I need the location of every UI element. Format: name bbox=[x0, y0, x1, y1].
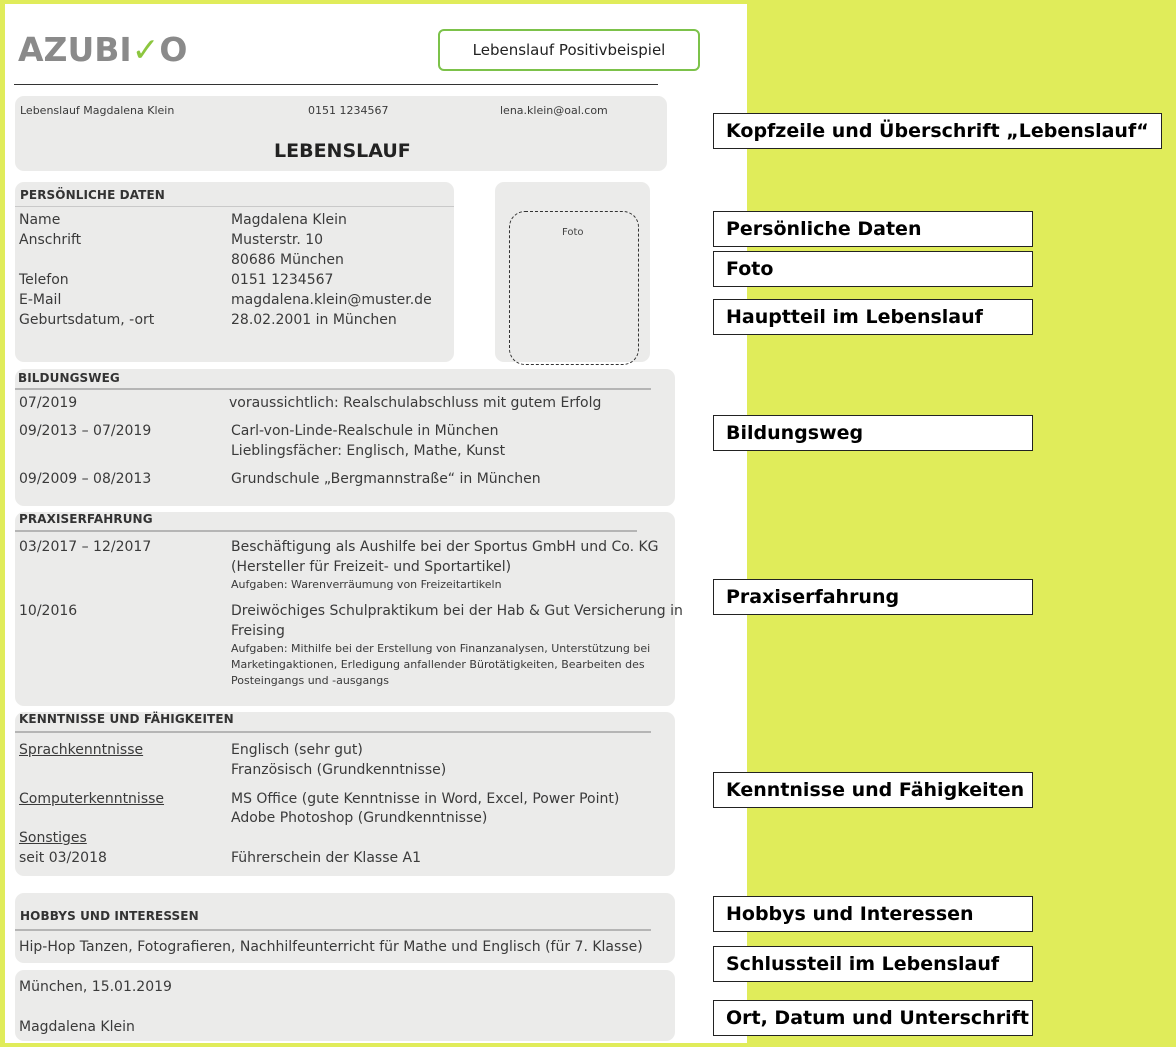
education-heading: BILDUNGSWEG bbox=[18, 371, 120, 385]
header-email: lena.klein@oal.com bbox=[500, 104, 608, 117]
language-2: Französisch (Grundkenntnisse) bbox=[231, 762, 447, 778]
label-main: Hauptteil im Lebenslauf bbox=[713, 299, 1033, 335]
hobbies-text: Hip-Hop Tanzen, Fotografieren, Nachhilfeunterricht für Mathe und Englisch (für 7. Klasse) bbox=[19, 939, 643, 955]
value-email: magdalena.klein@muster.de bbox=[231, 292, 432, 308]
edu-date-2: 09/2013 – 07/2019 bbox=[19, 423, 152, 439]
label-header: Kopfzeile und Überschrift „Lebenslauf“ bbox=[713, 113, 1162, 149]
header-divider bbox=[14, 84, 658, 85]
value-birth: 28.02.2001 in München bbox=[231, 312, 397, 328]
label-address: Anschrift bbox=[19, 232, 82, 248]
language-1: Englisch (sehr gut) bbox=[231, 742, 363, 758]
prac-text-1b: (Hersteller für Freizeit- und Sportartikel) bbox=[231, 559, 512, 575]
label-skills: Kenntnisse und Fähigkeiten bbox=[713, 772, 1033, 808]
example-tag: Lebenslauf Positivbeispiel bbox=[438, 29, 700, 71]
hobbies-rule bbox=[15, 929, 651, 931]
other-label: Sonstiges bbox=[19, 830, 87, 846]
label-birth: Geburtsdatum, -ort bbox=[19, 312, 155, 328]
personal-heading: PERSÖNLICHE DATEN bbox=[20, 188, 165, 202]
label-phone: Telefon bbox=[19, 272, 69, 288]
computer-label: Computerkenntnisse bbox=[19, 791, 165, 807]
label-photo: Foto bbox=[713, 251, 1033, 287]
edu-date-1: 07/2019 bbox=[19, 395, 78, 411]
prac-task-2c: Posteingangs und -ausgangs bbox=[231, 674, 389, 687]
label-name: Name bbox=[19, 212, 61, 228]
label-personal: Persönliche Daten bbox=[713, 211, 1033, 247]
azubiyo-logo: AZUBI✓O bbox=[18, 30, 188, 69]
value-street: Musterstr. 10 bbox=[231, 232, 324, 248]
prac-date-1: 03/2017 – 12/2017 bbox=[19, 539, 152, 555]
other-date: seit 03/2018 bbox=[19, 850, 107, 866]
prac-text-2b: Freising bbox=[231, 623, 285, 639]
practice-rule bbox=[15, 530, 637, 532]
prac-text-1a: Beschäftigung als Aushilfe bei der Sportus GmbH und Co. KG bbox=[231, 539, 659, 555]
prac-task-2a: Aufgaben: Mithilfe bei der Erstellung von Finanzanalysen, Unterstützung bei bbox=[231, 642, 651, 655]
place-date: München, 15.01.2019 bbox=[19, 979, 172, 995]
language-label: Sprachkenntnisse bbox=[19, 742, 144, 758]
signature: Magdalena Klein bbox=[19, 1019, 135, 1035]
label-closing: Schlussteil im Lebenslauf bbox=[713, 946, 1033, 982]
practice-heading: PRAXISERFAHRUNG bbox=[19, 512, 153, 526]
personal-rule bbox=[15, 206, 454, 207]
label-education: Bildungsweg bbox=[713, 415, 1033, 451]
prac-text-2a: Dreiwöchiges Schulpraktikum bei der Hab & Gut Versicherung in bbox=[231, 603, 683, 619]
value-city: 80686 München bbox=[231, 252, 344, 268]
header-phone: 0151 1234567 bbox=[308, 104, 389, 117]
education-rule bbox=[15, 388, 651, 390]
photo-label: Foto bbox=[562, 227, 584, 238]
label-practice: Praxiserfahrung bbox=[713, 579, 1033, 615]
edu-date-3: 09/2009 – 08/2013 bbox=[19, 471, 152, 487]
edu-text-2b: Lieblingsfächer: Englisch, Mathe, Kunst bbox=[231, 443, 506, 459]
computer-2: Adobe Photoshop (Grundkenntnisse) bbox=[231, 810, 488, 826]
computer-1: MS Office (gute Kenntnisse in Word, Excel, Power Point) bbox=[231, 791, 620, 807]
label-email: E-Mail bbox=[19, 292, 62, 308]
label-hobbies: Hobbys und Interessen bbox=[713, 896, 1033, 932]
cv-title: LEBENSLAUF bbox=[274, 140, 411, 162]
edu-text-2a: Carl-von-Linde-Realschule in München bbox=[231, 423, 499, 439]
prac-task-1: Aufgaben: Warenverräumung von Freizeitartikeln bbox=[231, 578, 502, 591]
hobbies-heading: HOBBYS UND INTERESSEN bbox=[20, 909, 199, 923]
skills-heading: KENNTNISSE UND FÄHIGKEITEN bbox=[19, 712, 234, 726]
edu-text-1: voraussichtlich: Realschulabschluss mit gutem Erfolg bbox=[229, 395, 602, 411]
value-name: Magdalena Klein bbox=[231, 212, 347, 228]
other-value: Führerschein der Klasse A1 bbox=[231, 850, 422, 866]
prac-task-2b: Marketingaktionen, Erledigung anfallender Bürotätigkeiten, Bearbeiten des bbox=[231, 658, 645, 671]
check-icon: ✓ bbox=[131, 30, 160, 69]
edu-text-3: Grundschule „Bergmannstraße“ in München bbox=[231, 471, 541, 487]
value-phone: 0151 1234567 bbox=[231, 272, 334, 288]
skills-rule bbox=[15, 731, 651, 733]
label-place-date-signature: Ort, Datum und Unterschrift bbox=[713, 1000, 1033, 1036]
header-name: Lebenslauf Magdalena Klein bbox=[20, 104, 175, 117]
prac-date-2: 10/2016 bbox=[19, 603, 78, 619]
